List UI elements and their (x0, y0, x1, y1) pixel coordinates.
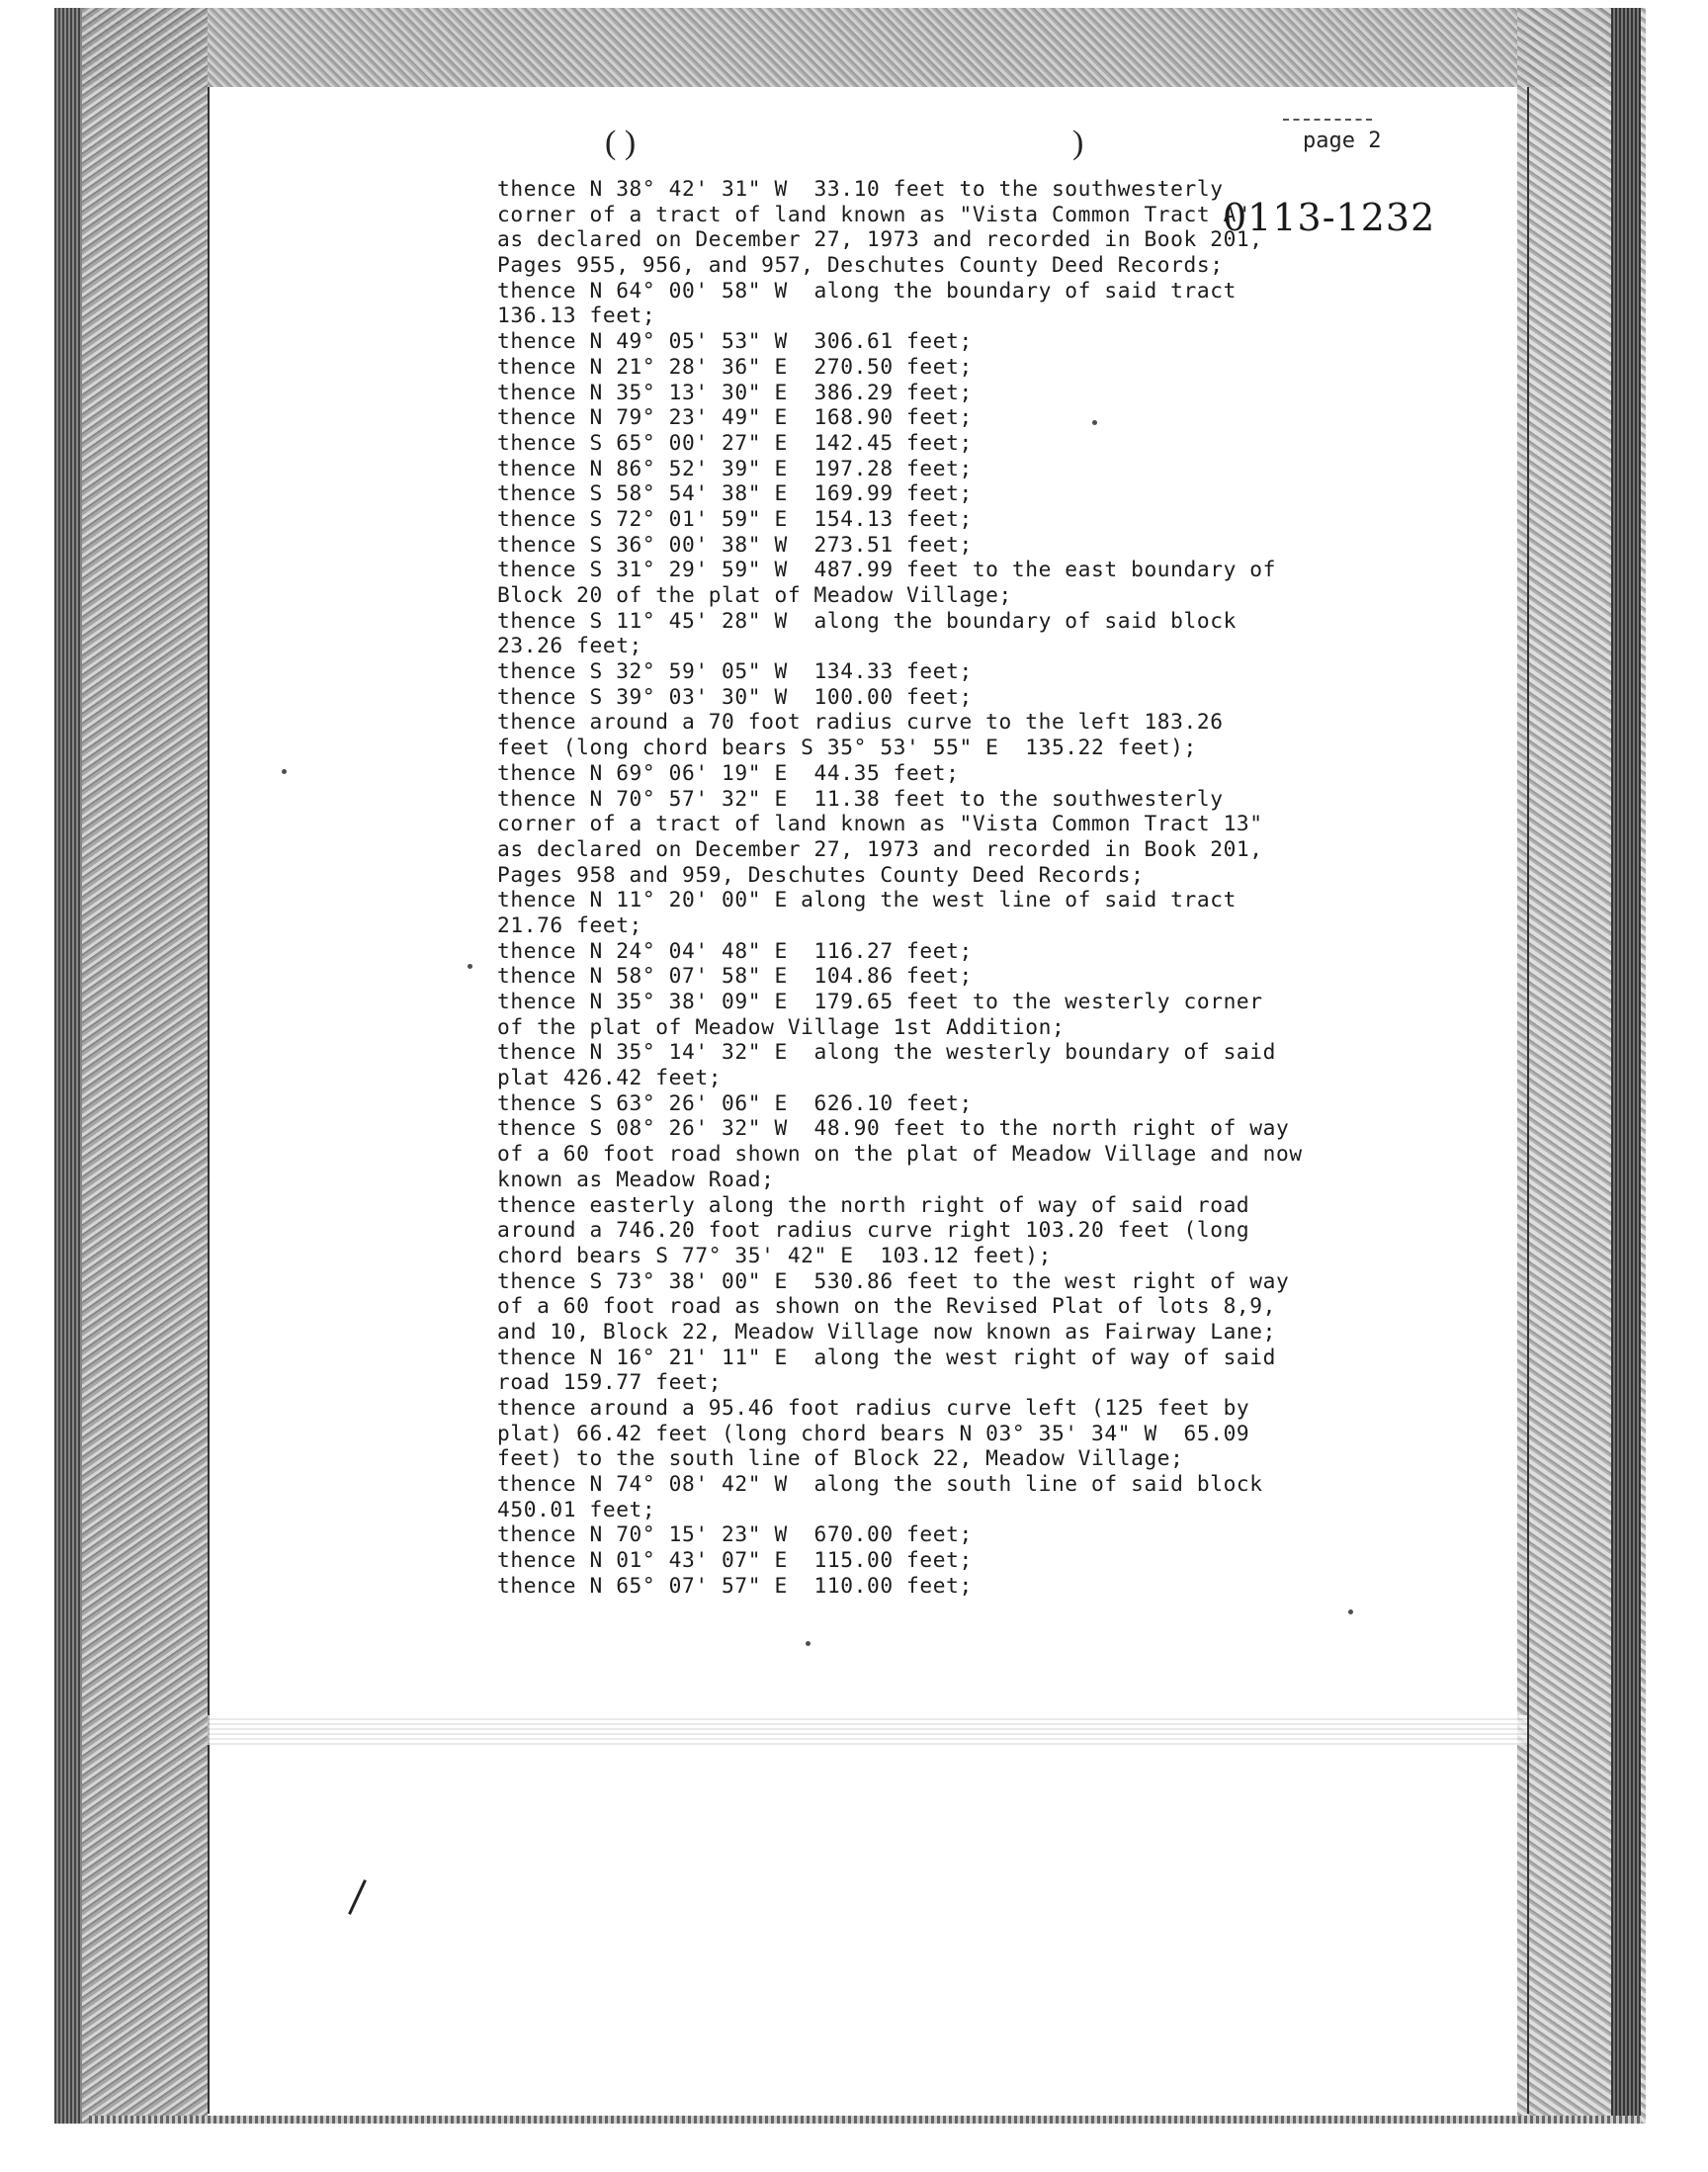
scan-frame-top (54, 8, 1636, 87)
body-line: thence N 65° 07' 57" E 110.00 feet; (497, 1572, 973, 1598)
legal-description-body (497, 176, 1347, 1599)
body-line: 23.26 feet; (497, 633, 642, 658)
body-line: thence N 86° 52' 39" E 197.28 feet; (497, 455, 973, 480)
body-line: around a 746.20 foot radius curve right 103.20 feet (long (497, 1217, 1250, 1243)
body-line: thence S 58° 54' 38" E 169.99 feet; (497, 480, 973, 506)
body-line: thence N 01° 43' 07" E 115.00 feet; (497, 1547, 973, 1573)
body-line: thence N 35° 38' 09" E 179.65 feet to the westerly corner (497, 989, 1263, 1013)
body-line: thence N 70° 15' 23" W 670.00 feet; (497, 1521, 973, 1547)
body-line: plat 426.42 feet; (497, 1065, 723, 1090)
body-line: chord bears S 77° 35' 42" E 103.12 feet); (497, 1242, 1052, 1267)
speck (806, 1641, 811, 1646)
body-line: thence N 74° 08' 42" W along the south line of said block (497, 1471, 1263, 1497)
scan-frame-right-edge (1611, 8, 1641, 2124)
sheet-border-left (208, 87, 210, 2114)
body-line: road 159.77 feet; (497, 1369, 723, 1395)
page-label: page 2 (1303, 129, 1382, 153)
body-line: Pages 955, 956, and 957, Deschutes County Deed Records; (497, 252, 1224, 278)
body-line: thence S 36° 00' 38" W 273.51 feet; (497, 531, 973, 557)
body-line: thence N 49° 05' 53" W 306.61 feet; (497, 328, 973, 354)
speck (282, 769, 287, 774)
scan-bottom-edge (89, 2116, 1641, 2124)
body-line: thence S 11° 45' 28" W along the boundary of said block (497, 607, 1237, 633)
body-line: thence N 58° 07' 58" E 104.86 feet; (497, 963, 973, 989)
body-line: thence S 72° 01' 59" E 154.13 feet; (497, 505, 973, 531)
body-line: 136.13 feet; (497, 303, 656, 328)
speck (1092, 420, 1097, 425)
body-line: Block 20 of the plat of Meadow Village; (497, 582, 1012, 607)
sheet-border-right (1527, 87, 1529, 2114)
body-line: thence N 11° 20' 00" E along the west line of said tract (497, 887, 1237, 912)
body-line: thence around a 70 foot radius curve to the left 183.26 (497, 709, 1224, 735)
body-line: feet (long chord bears S 35° 53' 55" E 135.22 feet); (497, 735, 1197, 760)
body-line: thence N 70° 57' 32" E 11.38 feet to the southwesterly (497, 785, 1224, 811)
scan-frame-left-edge (54, 8, 82, 2124)
body-line: thence N 16° 21' 11" E along the west right of way of said (497, 1344, 1277, 1369)
pen-stroke (348, 1879, 367, 1915)
speck (1348, 1609, 1353, 1614)
body-line: 450.01 feet; (497, 1496, 656, 1521)
body-line: thence N 24° 04' 48" E 116.27 feet; (497, 937, 973, 963)
body-line: thence N 79° 23' 49" E 168.90 feet; (497, 404, 973, 430)
body-line: feet) to the south line of Block 22, Meadow Village; (497, 1445, 1184, 1471)
body-line: thence N 64° 00' 58" W along the boundary of said tract (497, 277, 1237, 303)
sheet-bottom-band (208, 1715, 1527, 1745)
body-line: thence S 63° 26' 06" E 626.10 feet; (497, 1089, 973, 1115)
body-line: thence easterly along the north right of way of said road (497, 1191, 1250, 1217)
body-line: thence N 35° 13' 30" E 386.29 feet; (497, 379, 973, 404)
body-line: 21.76 feet; (497, 912, 642, 937)
body-line: thence S 65° 00' 27" E 142.45 feet; (497, 429, 973, 455)
speck (468, 964, 472, 969)
body-line: thence S 31° 29' 59" W 487.99 feet to the east boundary of (497, 557, 1277, 582)
body-line: corner of a tract of land known as "Vista Common Tract 13" (497, 811, 1263, 836)
record-number: 0113-1232 (1223, 196, 1436, 239)
body-line: of a 60 foot road shown on the plat of Meadow Village and now (497, 1141, 1303, 1167)
body-line: of the plat of Meadow Village 1st Addition; (497, 1013, 1066, 1039)
body-line: thence N 69° 06' 19" E 44.35 feet; (497, 759, 960, 785)
body-line: thence S 73° 38' 00" E 530.86 feet to the west right of way (497, 1267, 1290, 1293)
body-line: known as Meadow Road; (497, 1166, 775, 1191)
body-line: thence N 38° 42' 31" W 33.10 feet to the southwesterly (497, 176, 1224, 201)
body-line: thence around a 95.46 foot radius curve left (125 feet by (497, 1395, 1250, 1420)
body-line: thence S 32° 59' 05" W 134.33 feet; (497, 658, 973, 684)
body-line: and 10, Block 22, Meadow Village now known as Fairway Lane; (497, 1318, 1277, 1344)
body-line: plat) 66.42 feet (long chord bears N 03° 35' 34" W 65.09 (497, 1420, 1250, 1445)
body-line: corner of a tract of land known as "Vista Common Tract A" (497, 201, 1250, 226)
page-dashes (1283, 119, 1372, 123)
body-line: of a 60 foot road as shown on the Revised Plat of lots 8,9, (497, 1293, 1277, 1319)
header-left-mark: ( ) (605, 125, 637, 161)
body-line: thence S 39° 03' 30" W 100.00 feet; (497, 683, 973, 709)
header-right-mark: ) (1072, 125, 1084, 161)
body-line: as declared on December 27, 1973 and recorded in Book 201, (497, 835, 1263, 861)
body-line: thence S 08° 26' 32" W 48.90 feet to the north right of way (497, 1115, 1290, 1141)
body-line: as declared on December 27, 1973 and recorded in Book 201, (497, 226, 1263, 252)
body-line: thence N 21° 28' 36" E 270.50 feet; (497, 353, 973, 379)
body-line: thence N 35° 14' 32" E along the westerly boundary of said (497, 1039, 1277, 1065)
body-line: Pages 958 and 959, Deschutes County Deed Records; (497, 861, 1145, 887)
